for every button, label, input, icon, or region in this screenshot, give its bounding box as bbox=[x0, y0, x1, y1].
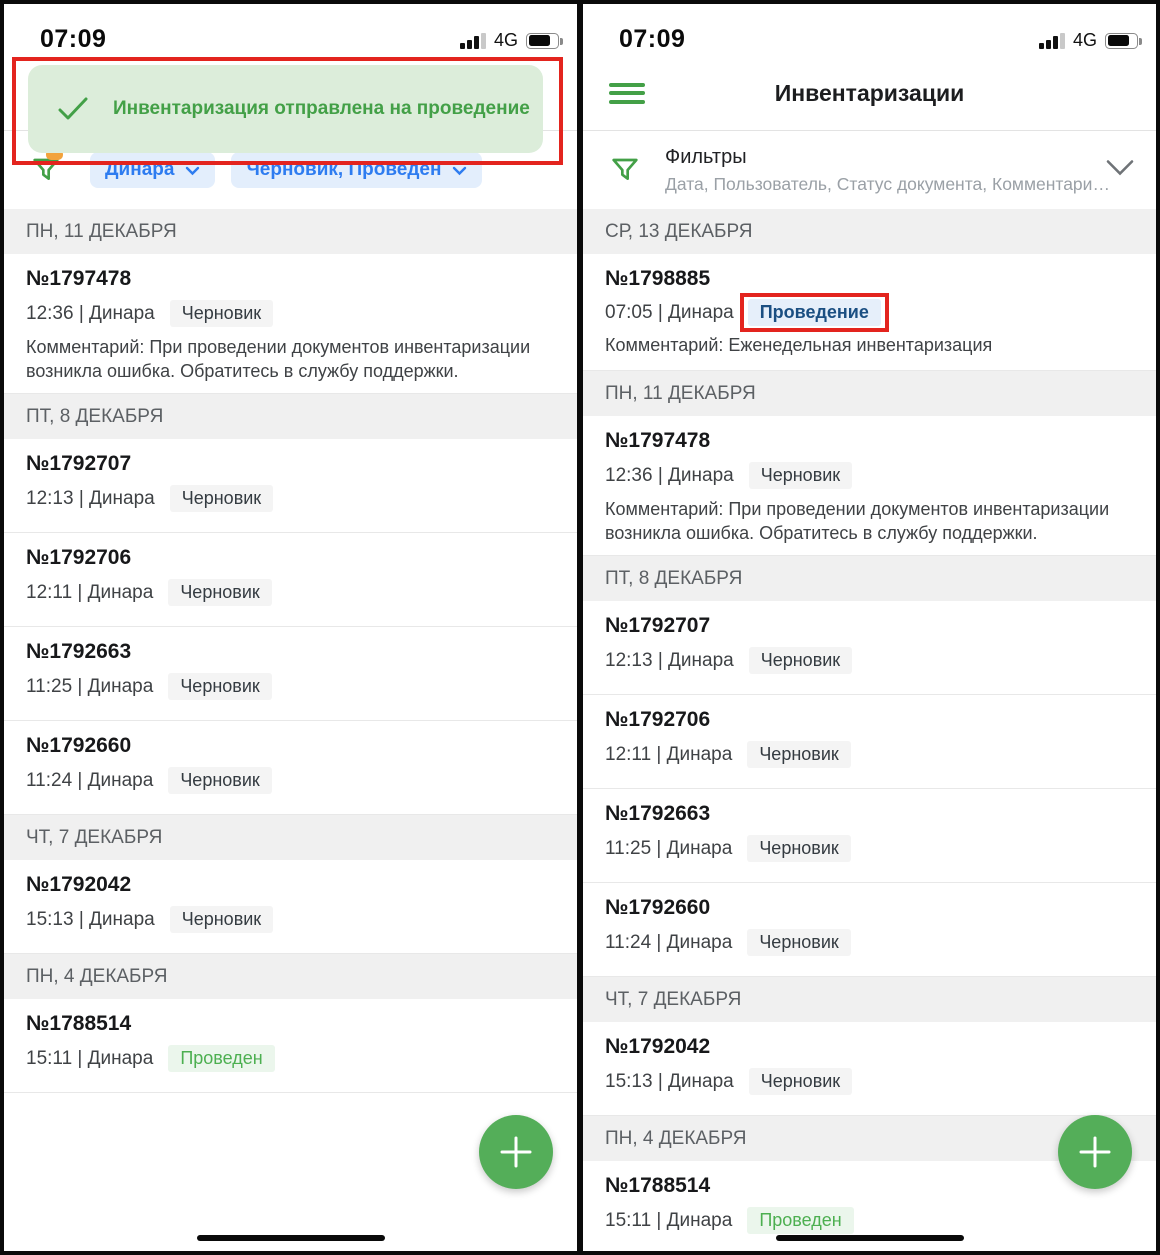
network-label: 4G bbox=[493, 30, 518, 50]
status-bar bbox=[4, 4, 577, 56]
filter-chip-status-label: Черновик, Проведен bbox=[246, 159, 442, 180]
doc-meta: 11:25 | Динара bbox=[605, 837, 733, 859]
date-section-header bbox=[4, 394, 577, 439]
doc-meta: 12:11 | Динара bbox=[26, 581, 154, 603]
doc-meta: 12:13 | Динара bbox=[605, 649, 734, 671]
doc-number: №1792042 bbox=[26, 873, 132, 896]
status-badge: Черновик bbox=[749, 1068, 852, 1095]
right-screen bbox=[583, 4, 1156, 1251]
network-label: 4G bbox=[1072, 30, 1097, 50]
doc-comment: Комментарий: При проведении документов инвентаризации возникла ошибка. Обратитесь в службу поддержки. bbox=[605, 499, 1110, 543]
status-badge: Проведен bbox=[168, 1045, 274, 1072]
doc-number: №1788514 bbox=[26, 1012, 132, 1035]
inventory-item[interactable] bbox=[4, 627, 577, 721]
status-badge: Черновик bbox=[170, 300, 273, 327]
date-section-header bbox=[583, 556, 1156, 601]
doc-number: №1797478 bbox=[605, 429, 711, 452]
doc-number: №1792706 bbox=[26, 546, 132, 569]
filters-panel[interactable] bbox=[583, 131, 1156, 209]
inventory-item[interactable] bbox=[583, 883, 1156, 977]
add-button[interactable] bbox=[1058, 1115, 1132, 1189]
filters-label: Фильтры bbox=[665, 145, 747, 168]
inventory-item[interactable] bbox=[583, 254, 1156, 371]
inventory-item[interactable] bbox=[583, 601, 1156, 695]
date-label: ПН, 11 ДЕКАБРЯ bbox=[605, 382, 756, 404]
doc-number: №1792660 bbox=[605, 896, 711, 919]
status-badge: Черновик bbox=[749, 462, 852, 489]
status-badge: Черновик bbox=[749, 647, 852, 674]
status-badge: Черновик bbox=[747, 741, 850, 768]
doc-meta: 12:11 | Динара bbox=[605, 743, 733, 765]
status-badge: Черновик bbox=[168, 673, 271, 700]
doc-number: №1797478 bbox=[26, 267, 132, 290]
doc-meta: 11:24 | Динара bbox=[26, 769, 154, 791]
status-badge: Проведение bbox=[748, 299, 881, 326]
chevron-down-icon bbox=[452, 166, 467, 176]
doc-comment: Комментарий: При проведении документов инвентаризации возникла ошибка. Обратитесь в службу поддержки. bbox=[26, 337, 531, 381]
date-label: ПН, 4 ДЕКАБРЯ bbox=[605, 1127, 747, 1149]
filter-chip-user-label: Динара bbox=[105, 159, 175, 180]
signal-icon bbox=[1039, 33, 1065, 49]
doc-meta: 12:36 | Динара bbox=[26, 302, 155, 324]
status-badge: Черновик bbox=[747, 835, 850, 862]
date-section-header bbox=[4, 815, 577, 860]
inventory-item[interactable] bbox=[4, 439, 577, 533]
doc-meta: 15:13 | Динара bbox=[605, 1070, 734, 1092]
doc-meta: 07:05 | Динара bbox=[605, 301, 734, 323]
date-section-header bbox=[4, 954, 577, 999]
doc-meta: 12:13 | Динара bbox=[26, 487, 155, 509]
filter-funnel-icon bbox=[609, 154, 641, 186]
doc-number: №1792707 bbox=[605, 614, 711, 637]
date-label: СР, 13 ДЕКАБРЯ bbox=[605, 220, 753, 242]
doc-meta: 11:25 | Динара bbox=[26, 675, 154, 697]
doc-number: №1792042 bbox=[605, 1035, 711, 1058]
date-label: ЧТ, 7 ДЕКАБРЯ bbox=[605, 988, 742, 1010]
date-label: ЧТ, 7 ДЕКАБРЯ bbox=[26, 826, 163, 848]
page-title: Инвентаризации bbox=[774, 79, 965, 106]
inventory-item[interactable] bbox=[583, 1022, 1156, 1116]
doc-meta: 15:11 | Динара bbox=[605, 1209, 733, 1231]
status-badge: Черновик bbox=[168, 579, 271, 606]
doc-number: №1792663 bbox=[605, 802, 711, 825]
plus-icon bbox=[498, 1134, 534, 1170]
home-indicator[interactable] bbox=[776, 1235, 964, 1241]
battery-icon bbox=[1105, 33, 1138, 49]
inventory-item[interactable] bbox=[4, 860, 577, 954]
doc-number: №1798885 bbox=[605, 267, 711, 290]
date-section-header bbox=[583, 371, 1156, 416]
date-label: ПН, 4 ДЕКАБРЯ bbox=[26, 965, 168, 987]
left-screen bbox=[4, 4, 577, 1251]
doc-meta: 15:13 | Динара bbox=[26, 908, 155, 930]
filters-summary: Дата, Пользователь, Статус документа, Комментари… bbox=[665, 173, 1110, 194]
doc-number: №1792660 bbox=[26, 734, 132, 757]
status-badge: Черновик bbox=[168, 767, 271, 794]
inventory-item[interactable] bbox=[583, 789, 1156, 883]
doc-meta: 12:36 | Динара bbox=[605, 464, 734, 486]
battery-icon bbox=[526, 33, 559, 49]
status-badge: Черновик bbox=[170, 906, 273, 933]
clock: 07:09 bbox=[40, 25, 107, 53]
inventory-item[interactable] bbox=[583, 416, 1156, 556]
clock: 07:09 bbox=[619, 25, 686, 53]
doc-number: №1792663 bbox=[26, 640, 132, 663]
date-label: ПН, 11 ДЕКАБРЯ bbox=[26, 220, 177, 242]
date-label: ПТ, 8 ДЕКАБРЯ bbox=[605, 567, 743, 589]
toast-text: Инвентаризация отправлена на проведение bbox=[113, 98, 530, 119]
doc-comment: Комментарий: Еженедельная инвентаризация bbox=[605, 335, 993, 355]
date-section-header bbox=[583, 209, 1156, 254]
signal-icon bbox=[460, 33, 486, 49]
inventory-item[interactable] bbox=[583, 695, 1156, 789]
inventory-item[interactable] bbox=[4, 999, 577, 1093]
annotation-red-box bbox=[12, 57, 563, 165]
status-bar bbox=[583, 4, 1156, 56]
add-button[interactable] bbox=[479, 1115, 553, 1189]
inventory-item[interactable] bbox=[4, 533, 577, 627]
date-section-header bbox=[583, 977, 1156, 1022]
chevron-down-icon bbox=[185, 166, 200, 176]
chevron-down-icon[interactable] bbox=[1106, 160, 1134, 181]
toast-notification bbox=[28, 65, 543, 153]
status-badge: Черновик bbox=[170, 485, 273, 512]
status-badge: Черновик bbox=[747, 929, 850, 956]
status-badge: Проведен bbox=[747, 1207, 853, 1234]
nav-header bbox=[583, 56, 1156, 131]
menu-icon[interactable] bbox=[609, 78, 645, 108]
doc-meta: 15:11 | Динара bbox=[26, 1047, 154, 1069]
doc-number: №1792707 bbox=[26, 452, 132, 475]
annotation-red-box bbox=[740, 293, 889, 332]
inventory-item[interactable] bbox=[4, 721, 577, 815]
success-check-icon bbox=[58, 97, 88, 121]
home-indicator[interactable] bbox=[197, 1235, 385, 1241]
doc-number: №1792706 bbox=[605, 708, 711, 731]
doc-meta: 11:24 | Динара bbox=[605, 931, 733, 953]
inventory-item[interactable] bbox=[4, 254, 577, 394]
date-label: ПТ, 8 ДЕКАБРЯ bbox=[26, 405, 164, 427]
doc-number: №1788514 bbox=[605, 1174, 711, 1197]
plus-icon bbox=[1077, 1134, 1113, 1170]
date-section-header bbox=[4, 209, 577, 254]
